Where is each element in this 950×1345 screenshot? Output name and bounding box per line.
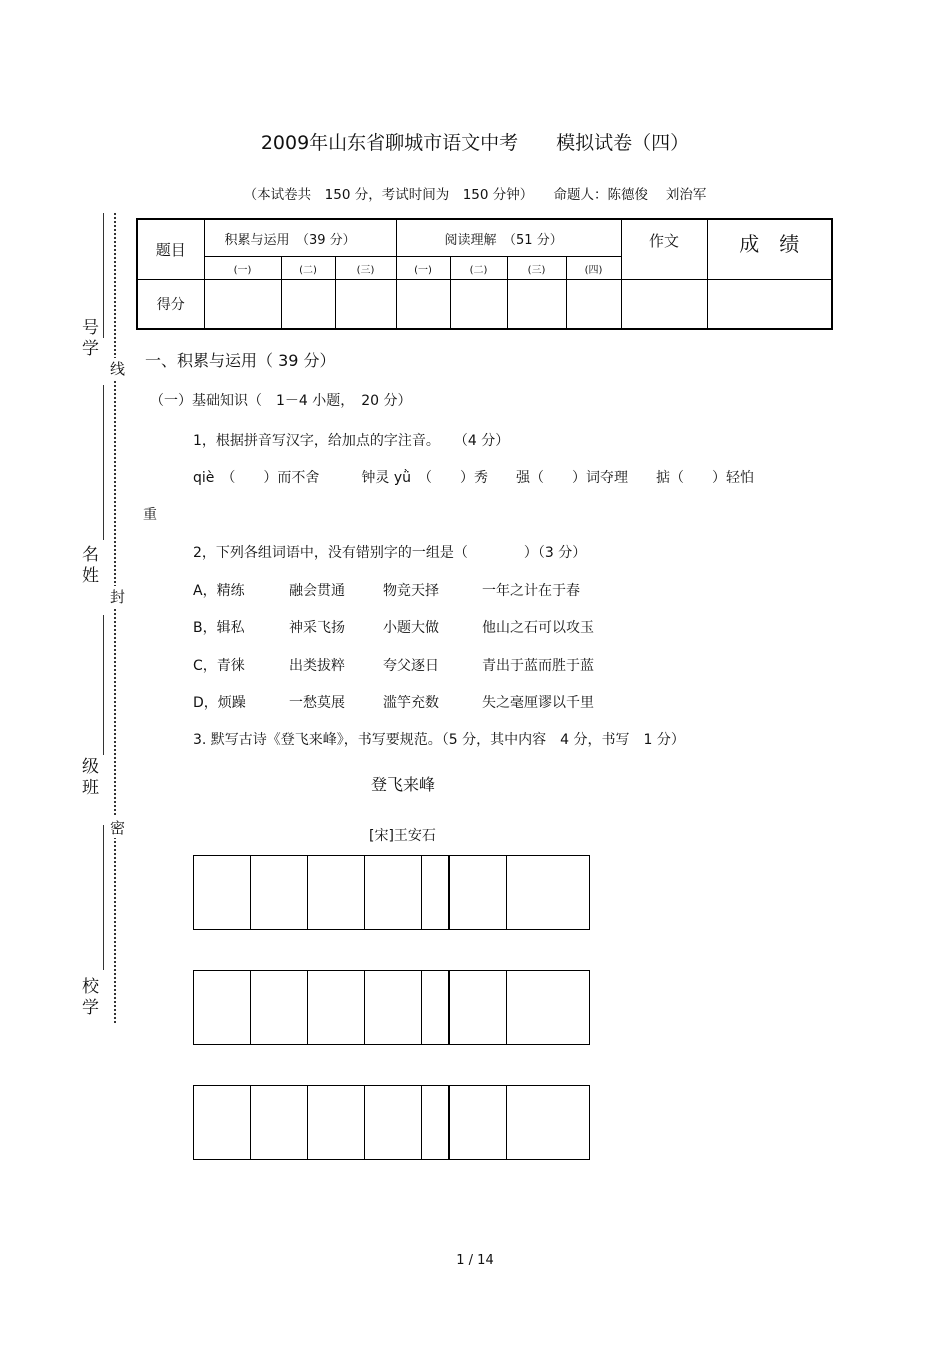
score-cell-result[interactable] [707,280,832,329]
grid-cell[interactable] [251,856,308,929]
section-heading: 一、积累与运用（ 39 分） [145,351,336,370]
grid-cell[interactable] [365,971,422,1044]
part-1-1: (一) [204,257,281,280]
option-word: 神采飞扬 [289,620,345,636]
option-word: 一年之计在于春 [482,583,580,599]
grid-cell[interactable] [251,1086,308,1159]
grid-cell[interactable] [450,971,507,1044]
writing-grid-line-1[interactable] [193,855,590,930]
grid-cell[interactable] [450,1086,507,1159]
question-1: 1，根据拼音写汉字，给加点的字注音。 （4 分） [193,433,510,449]
grid-cell[interactable] [194,971,251,1044]
option-word: 一愁莫展 [289,695,345,711]
option-c-label: C，青徕 [193,658,245,674]
score-cell[interactable] [335,280,396,329]
score-cell-composition[interactable] [621,280,707,329]
poem-author: [宋]王安石 [369,828,436,844]
part-1-3: (三) [335,257,396,280]
grid-cell[interactable] [507,856,565,929]
page-number: 1 / 14 [456,1253,494,1268]
option-word: 滥竽充数 [383,695,439,711]
option-word: 出类拔粹 [289,658,345,674]
score-cell[interactable] [566,280,621,329]
binding-dashed-line [114,213,116,1023]
question-1-continuation: 重 [143,507,157,523]
binding-cut-secret: 密 [110,819,126,837]
option-word: 夸父逐日 [383,658,439,674]
group-accumulation: 积累与运用 （39 分） [204,219,396,257]
part-2-4: (四) [566,257,621,280]
grid-cell[interactable] [308,1086,365,1159]
score-cell[interactable] [281,280,335,329]
col-composition: 作文 [621,219,707,280]
grid-cell[interactable] [365,1086,422,1159]
part-2-3: (三) [507,257,566,280]
grid-cell[interactable] [308,971,365,1044]
score-cell[interactable] [396,280,450,329]
binding-label-student-no: 号学 [82,318,99,359]
option-word: 小题大做 [383,620,439,636]
binding-rule-3 [103,615,104,755]
score-cell[interactable] [507,280,566,329]
grid-cell[interactable] [365,856,422,929]
grid-cell[interactable] [507,971,565,1044]
question-3: 3. 默写古诗《登飞来峰》，书写要规范。（5 分，其中内容 4 分，书写 1 分） [193,732,685,748]
writing-grid-line-3[interactable] [193,1085,590,1160]
poem-title: 登飞来峰 [371,775,436,794]
option-a-label: A，精练 [193,583,245,599]
col-result: 成 绩 [707,219,832,280]
option-word: 失之毫厘谬以千里 [482,695,594,711]
grid-cell[interactable] [450,856,507,929]
option-d-label: D，烦躁 [193,695,246,711]
binding-cut-seal: 封 [110,588,126,606]
part-1-2: (二) [281,257,335,280]
score-cell[interactable] [450,280,507,329]
subsection-heading: （一）基础知识（ 1－4 小题， 20 分） [150,393,412,409]
binding-label-school: 校学 [82,977,99,1018]
grid-cell[interactable] [422,1086,450,1159]
option-word: 他山之石可以攻玉 [482,620,594,636]
option-word: 物竞天择 [383,583,439,599]
grid-cell[interactable] [422,971,450,1044]
grid-cell[interactable] [251,971,308,1044]
binding-rule-4 [103,825,104,970]
question-2: 2，下列各组词语中，没有错别字的一组是（ ）（3 分） [193,545,587,561]
part-2-1: (一) [396,257,450,280]
writing-grid-line-2[interactable] [193,970,590,1045]
grid-cell[interactable] [507,1086,565,1159]
binding-rule-2 [103,385,104,540]
row-label-score: 得分 [137,280,204,329]
grid-cell[interactable] [308,856,365,929]
binding-cut-line: 线 [110,360,126,378]
grid-cell[interactable] [194,856,251,929]
question-1-items: qiè （ ）而不舍 钟灵 yǜ （ ）秀 强（ ）词夺理 掂（ ）轻怕 [193,470,754,486]
part-2-2: (二) [450,257,507,280]
row-label-title: 题目 [137,219,204,280]
option-b-label: B，辑私 [193,620,245,636]
grid-cell[interactable] [422,856,450,929]
binding-label-class: 级班 [82,757,99,798]
score-table [136,218,833,330]
option-word: 青出于蓝而胜于蓝 [482,658,594,674]
binding-rule-1 [103,213,104,338]
binding-label-name: 名姓 [82,545,99,586]
group-reading: 阅读理解 （51 分） [396,219,621,257]
option-word: 融会贯通 [289,583,345,599]
exam-subtitle: （本试卷共 150 分，考试时间为 150 分钟） 命题人：陈德俊 刘治军 [243,187,707,203]
exam-title: 2009年山东省聊城市语文中考 模拟试卷（四） [260,132,690,154]
score-cell[interactable] [204,280,281,329]
grid-cell[interactable] [194,1086,251,1159]
